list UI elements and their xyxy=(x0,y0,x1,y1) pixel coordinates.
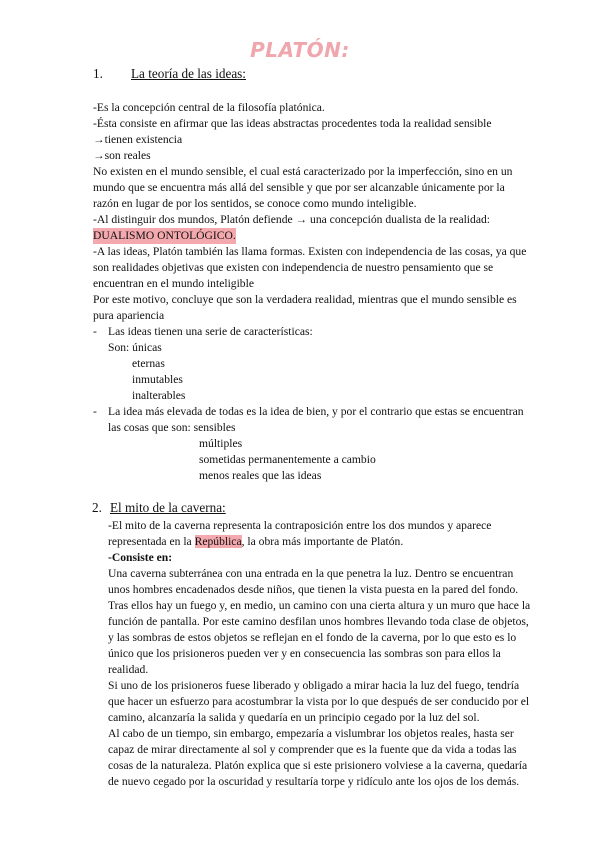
s1-line2-0: -A las ideas, Platón también las llama formas. Existen con independencia de las cosas, ya que xyxy=(93,245,527,258)
characteristic-item: inmutables xyxy=(132,373,183,386)
bullet-dash: - xyxy=(93,405,97,418)
section-1-heading: La teoría de las ideas: xyxy=(131,66,246,81)
s1-line-4: No existen en el mundo sensible, el cual está caracterizado por la imperfección, sino en un xyxy=(93,165,513,178)
s1-line-6: razón en lugar de por los sentidos, se conoce como mundo inteligible. xyxy=(93,197,417,210)
sensible-item: sometidas permanentemente a cambio xyxy=(199,453,376,466)
page-title: PLATÓN: xyxy=(250,38,350,62)
s2-line-1: unos hombres encadenados desde niños, que tienen la vista puesta en la pared del fondo. xyxy=(108,583,519,596)
s2-intro-2 xyxy=(108,534,403,550)
bullet-2-line-2: las cosas que son: sensibles xyxy=(108,421,236,434)
s1-line2-2: encuentran en el mundo inteligible xyxy=(93,277,254,290)
sensible-item: menos reales que las ideas xyxy=(199,469,322,482)
son-label: Son: únicas xyxy=(108,341,162,354)
republica-highlight: República xyxy=(194,535,242,548)
s2-intro-1: -El mito de la caverna representa la contraposición entre los dos mundos y aparece xyxy=(108,519,492,532)
sensible-item: múltiples xyxy=(199,437,243,450)
s2-line-4: y las sombras de estos objetos se reflejan en el fondo de la caverna, por lo que esto es lo xyxy=(108,631,517,644)
s2-line-8: que hacer un esfuerzo para acostumbrar la vista por lo que después de ser conducido por el xyxy=(108,695,530,708)
s2-line-11: capaz de mirar directamente al sol y comprender que es la fuente que da vida a todas las xyxy=(108,743,517,756)
dualismo-highlight: DUALISMO ONTOLÓGICO. xyxy=(93,229,236,242)
s1-line-0: -Es la concepción central de la filosofía platónica. xyxy=(93,101,325,114)
s2-line-6: realidad. xyxy=(108,663,149,676)
s1-line2-3: Por este motivo, concluye que son la verdadera realidad, mientras que el mundo sensible es xyxy=(93,293,517,306)
s2-intro-2-before: representada en la xyxy=(108,535,195,548)
bullet-1-text: Las ideas tienen una serie de características: xyxy=(108,325,313,338)
s1-line2-1: son realidades objetivas que existen con independencia de nuestro pensamiento que se xyxy=(93,261,494,274)
s2-line-10: Al cabo de un tiempo, sin embargo, empezaría a vislumbrar los objetos reales, hasta ser xyxy=(108,727,514,740)
consiste-label: -Consiste en: xyxy=(108,551,173,564)
bullet-dash: - xyxy=(93,325,97,338)
section-1-number: 1. xyxy=(93,66,103,81)
section-2-number: 2. xyxy=(92,500,102,515)
s2-line-0: Una caverna subterránea con una entrada en la que penetra la luz. Dentro se encuentran xyxy=(108,567,514,580)
s2-line-13: de nuevo cegado por la oscuridad y resultaría torpe y ridículo ante los ojos de los demás. xyxy=(108,775,520,788)
s1-line-1: -Ésta consiste en afirmar que las ideas abstractas procedentes toda la realidad sensible xyxy=(93,117,492,130)
s2-line-9: camino, alcanzaría la salida y quedaría en un principio cegado por la luz del sol. xyxy=(108,711,480,724)
s2-line-12: cosas de la naturaleza. Platón explica que si este prisionero volviese a la caverna, quedaría xyxy=(108,759,528,772)
section-2-heading: El mito de la caverna: xyxy=(110,500,226,515)
s2-intro-2-after: , la obra más importante de Platón. xyxy=(241,535,404,548)
s2-line-2: Tras ellos hay un fuego y, en medio, un camino con una cierta altura y un muro que hace la xyxy=(108,599,531,612)
s1-line2-4: pura apariencia xyxy=(93,309,165,322)
characteristic-item: inalterables xyxy=(132,389,186,402)
s2-line-5: único que los prisioneros pueden ver y en consecuencia las sombras son para ellos la xyxy=(108,647,501,660)
s1-line-3: →son reales xyxy=(93,149,151,162)
bullet-2-line-1: La idea más elevada de todas es la idea de bien, y por el contrario que estas se encuentran xyxy=(108,405,524,418)
characteristic-item: eternas xyxy=(132,357,165,370)
s2-line-3: función de pantalla. Por este camino desfilan unos hombres llevando toda clase de objetos, xyxy=(108,615,529,628)
s1-line-5: mundo que se encuentra más allá del sensible y que por ser alcanzable únicamente por la xyxy=(93,181,505,194)
s1-line-7: -Al distinguir dos mundos, Platón defiende → una concepción dualista de la realidad: xyxy=(93,213,490,226)
s1-line-2: →tienen existencia xyxy=(93,133,183,146)
s2-line-7: Si uno de los prisioneros fuese liberado y obligado a mirar hacia la luz del fuego, tendría xyxy=(108,679,520,692)
